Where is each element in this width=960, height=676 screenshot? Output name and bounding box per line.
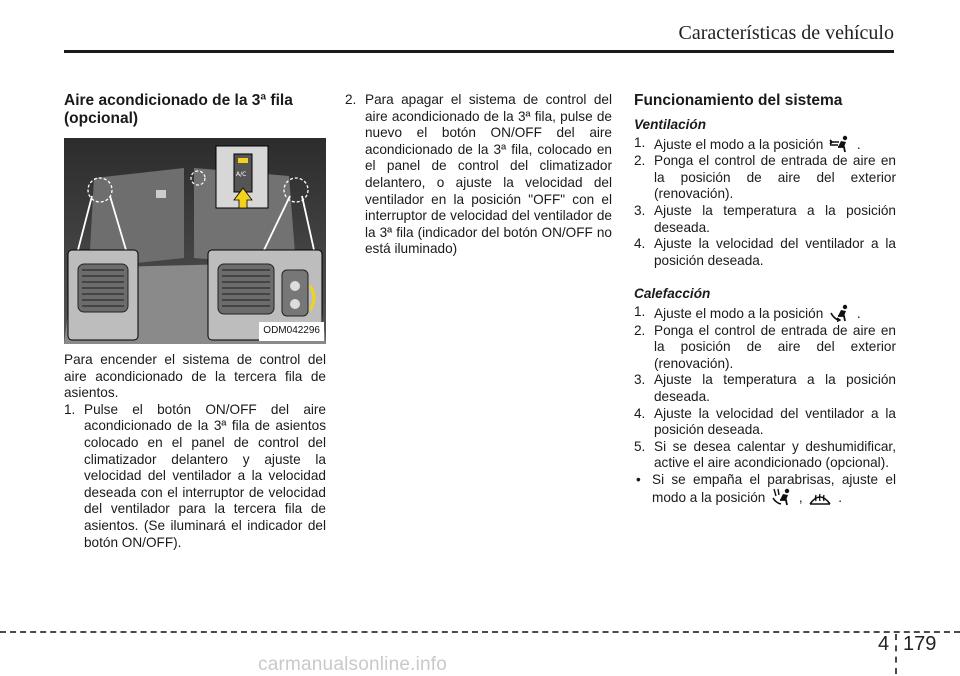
step-number: 1. <box>634 134 646 150</box>
step-number: 1. <box>64 401 76 417</box>
step-text <box>654 135 896 154</box>
step-text: Ponga el control de entrada de aire en la posición de aire del exterior (renovación). <box>654 153 896 202</box>
step-text: Ponga el control de entrada de aire en la posición de aire del exterior (renovación). <box>654 322 896 371</box>
vent-step-4 <box>634 236 896 269</box>
step-text-pre: Ajuste el modo a la posición <box>654 136 824 152</box>
vent-face-mode-icon <box>829 135 851 153</box>
step-text: Si se desea calentar y deshumidificar, active el aire acondicionado (opcional). <box>654 438 896 471</box>
heating-subheading: Calefacción <box>634 286 711 302</box>
vent-step-2 <box>634 153 896 203</box>
floor-defrost-mode-icon <box>771 488 793 506</box>
middle-column <box>345 92 612 258</box>
heading-third-row-ac <box>64 92 326 128</box>
step-number: 3. <box>634 202 646 218</box>
step-text: Ajuste la velocidad del ventilador a la posición deseada. <box>654 236 896 268</box>
heat-step-4 <box>634 406 896 439</box>
watermark: carmanualsonline.info <box>258 654 448 675</box>
floor-mode-icon <box>829 304 851 322</box>
heading-line2: (opcional) <box>64 110 139 127</box>
bullet-symbol: • <box>636 471 641 487</box>
heat-step-3 <box>634 372 896 405</box>
step-number: 2. <box>345 92 357 107</box>
vent-step-3 <box>634 203 896 236</box>
step-number: 4. <box>634 405 646 421</box>
step-number: 4. <box>634 236 646 252</box>
step-number: 1. <box>634 303 646 319</box>
defrost-mode-icon <box>808 488 832 506</box>
system-operation-heading: Funcionamiento del sistema <box>634 92 843 109</box>
heat-step-5 <box>634 439 896 472</box>
page-number-separator <box>895 634 897 674</box>
chapter-number: 4 <box>878 633 890 655</box>
step-text: Ajuste la temperatura a la posición deseada. <box>654 372 896 404</box>
step-number: 3. <box>634 372 646 388</box>
ventilation-subheading: Ventilación <box>634 117 707 132</box>
heat-step-2 <box>634 323 896 373</box>
step-text: Pulse el botón ON/OFF del aire acondicionado de la 3ª fila de asientos colocado en el panel de control del climatizador delantero y ajuste la velocidad del ventilador a la velocidad deseada con el interruptor de velocidad del ventilador para la tercera fila de asientos. (Se iluminará el indicador del botón ON/OFF). <box>84 401 326 550</box>
bullet-comma: , <box>798 490 803 506</box>
bullet-text-pre: Si se empaña el parabrisas, ajuste el modo a la posición <box>652 471 896 506</box>
vent-step-1 <box>634 135 896 154</box>
footer-divider <box>0 631 960 633</box>
page-number: 179 <box>903 633 937 655</box>
step-text: Ajuste la temperatura a la posición deseada. <box>654 202 896 235</box>
step-text <box>654 304 896 323</box>
ac-button-label: A/C <box>236 171 247 178</box>
bullet-text <box>652 472 896 507</box>
cargo-illustration <box>64 138 326 344</box>
defrost-bullet <box>634 472 896 507</box>
bullet-period: . <box>838 490 843 506</box>
photo-caption: ODM042296 <box>259 322 324 341</box>
heading-line1: Aire acondicionado de la 3ª fila <box>64 92 293 109</box>
step-1 <box>64 402 326 551</box>
step-text-pre: Ajuste el modo a la posición <box>654 305 824 321</box>
step-text-post: . <box>856 305 861 321</box>
intro-text: Para encender el sistema de control del aire acondicionado de la tercera fila de asientos. <box>64 352 326 401</box>
right-column <box>634 92 896 507</box>
step-number: 2. <box>634 322 646 338</box>
left-column <box>64 92 326 551</box>
rear-cargo-photo <box>64 138 326 344</box>
step-text: Para apagar el sistema de control del aire acondicionado de la 3ª fila, pulse de nuevo el botón ON/OFF del aire acondicionado de la 3ª fila, colocado en el panel de control del climatizador delantero, o ajuste la velocidad del ventilador en la posición "OFF" con el interruptor de velocidad del ventilador de la 3ª fila (indicador del botón ON/OFF no está iluminado) <box>365 92 612 257</box>
step-2 <box>345 92 612 258</box>
step-text: Ajuste la velocidad del ventilador a la posición deseada. <box>654 405 896 438</box>
step-number: 2. <box>634 153 646 169</box>
step-text-post: . <box>856 136 861 152</box>
step-number: 5. <box>634 438 646 454</box>
heat-step-1 <box>634 304 896 323</box>
section-title: Características de vehículo <box>678 22 894 44</box>
header-divider <box>64 50 894 53</box>
